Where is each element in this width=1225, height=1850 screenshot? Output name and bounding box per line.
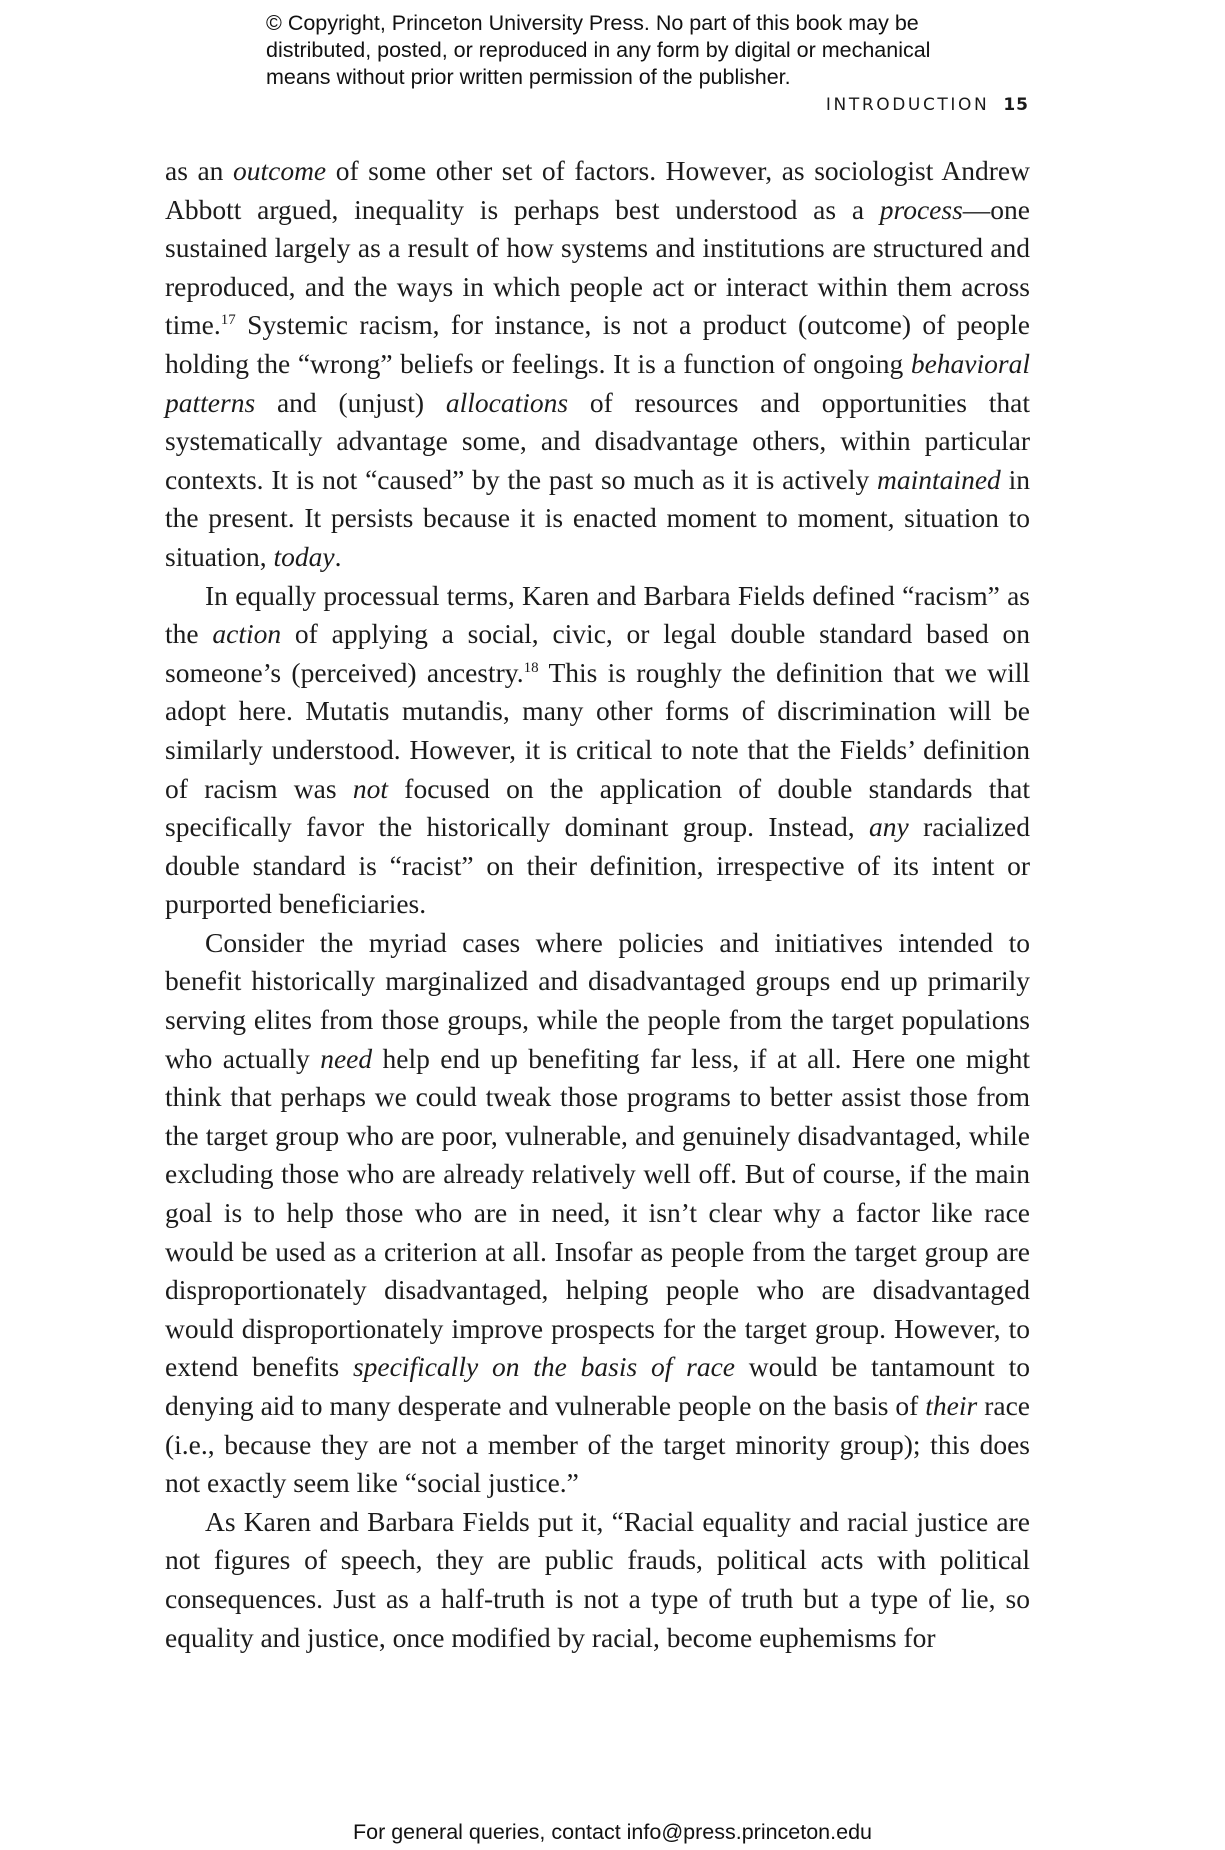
emphasis: today: [273, 540, 335, 572]
copyright-line-1: © Copyright, Princeton University Press. No part of this book may be: [266, 11, 919, 35]
body-text: [165, 152, 1030, 1657]
paragraph-3: [165, 924, 1030, 1503]
text-run: This is roughly the definition that we will adopt here. Mutatis mutandis, many other forms of discrimination will be similarly understood. However, it is critical to note that the Fields’ definition of racism was: [165, 656, 1031, 804]
copyright-line-3: means without prior written permission of the publisher.: [266, 65, 791, 89]
page-number: 15: [1003, 95, 1029, 115]
text-run: In equally processual terms, Karen and Barbara Fields defined “racism” as the: [165, 579, 1030, 650]
emphasis: behavioral patterns: [165, 347, 1030, 418]
emphasis: allocations: [445, 386, 569, 418]
text-run: in the present. It persists because it is enacted moment to moment, situation to situation,: [165, 463, 1031, 572]
emphasis: their: [925, 1390, 978, 1421]
footer-contact: For general queries, contact info@press.princeton.edu: [352, 1820, 872, 1844]
emphasis: need: [320, 1042, 373, 1074]
text-run: race (i.e., because they are not a member of the target minority group); this does not exactly seem like “social justice.”: [165, 1390, 1030, 1499]
emphasis: any: [869, 811, 909, 843]
copyright-notice: [266, 10, 1046, 91]
text-run: .: [334, 540, 342, 572]
running-head: [826, 95, 1029, 115]
text-run: —one sustained largely as a result of how systems and institutions are structured and reproduced, and the ways in which people act or interact within them across time.: [165, 193, 1030, 341]
emphasis: action: [212, 618, 282, 650]
emphasis: not: [352, 772, 388, 804]
paragraph-2: [165, 577, 1030, 924]
text-run: of some other set of factors. However, as sociologist Andrew Abbott argued, inequality is perhaps best understood as a: [165, 155, 1030, 225]
text-run: Consider the myriad cases where policies and initiatives intended to benefit historically marginalized and disadvantaged groups end up primarily serving elites from those groups, while the people from the target populations who actually: [165, 926, 1030, 1074]
text-run: Systemic racism, for instance, is not a product (outcome) of people holding the “wrong” beliefs or feelings. It is a function of ongoing: [165, 309, 1030, 379]
emphasis: specifically on the basis of race: [352, 1351, 736, 1383]
text-run: focused on the application of double standards that specifically favor the historically dominant group. Instead,: [165, 772, 1030, 843]
paragraph-4: [165, 1503, 1030, 1657]
text-run: as an: [165, 155, 233, 186]
text-run: would be tantamount to denying aid to many desperate and vulnerable people on the basis of: [165, 1351, 1030, 1421]
text-run: As Karen and Barbara Fields put it, “Racial equality and racial justice are not figures of speech, they are public frauds, political acts with political consequences. Just as a half-truth is not a type of truth but a type of lie, so equality and justice, once modified by racial, become euphemisms for: [165, 1505, 1030, 1653]
copyright-line-2: distributed, posted, or reproduced in any form by digital or mechanical: [266, 38, 931, 62]
text-run: of applying a social, civic, or legal double standard based on someone’s (perceived) ancestry.: [165, 618, 1030, 688]
footnote-ref: 18: [523, 659, 539, 676]
paragraph-1: [165, 152, 1030, 577]
text-run: of resources and opportunities that systematically advantage some, and disadvantage others, within particular contexts. It is not “caused” by the past so much as it is actively: [165, 386, 1030, 495]
text-run: racialized double standard is “racist” on their definition, irrespective of its intent or purported beneficiaries.: [165, 811, 1031, 920]
text-run: help end up benefiting far less, if at all. Here one might think that perhaps we could tweak those programs to better assist those from the target group who are poor, vulnerable, and genuinely disadvantaged, while excluding those who are already relatively well off. But of course, if the main goal is to help those who are in need, it isn’t clear why a factor like race would be used as a criterion at all. Insofar as people from the target group are disproportionately disadvantaged, helping people who are disadvantaged would disproportionately improve prospects for the target group. However, to extend benefits: [165, 1042, 1030, 1383]
emphasis: outcome: [232, 155, 327, 186]
emphasis: process: [879, 193, 963, 225]
emphasis: maintained: [877, 463, 1001, 495]
text-run: and (unjust): [255, 386, 446, 418]
footnote-ref: 17: [220, 312, 236, 329]
running-head-title: INTRODUCTION: [825, 95, 990, 115]
